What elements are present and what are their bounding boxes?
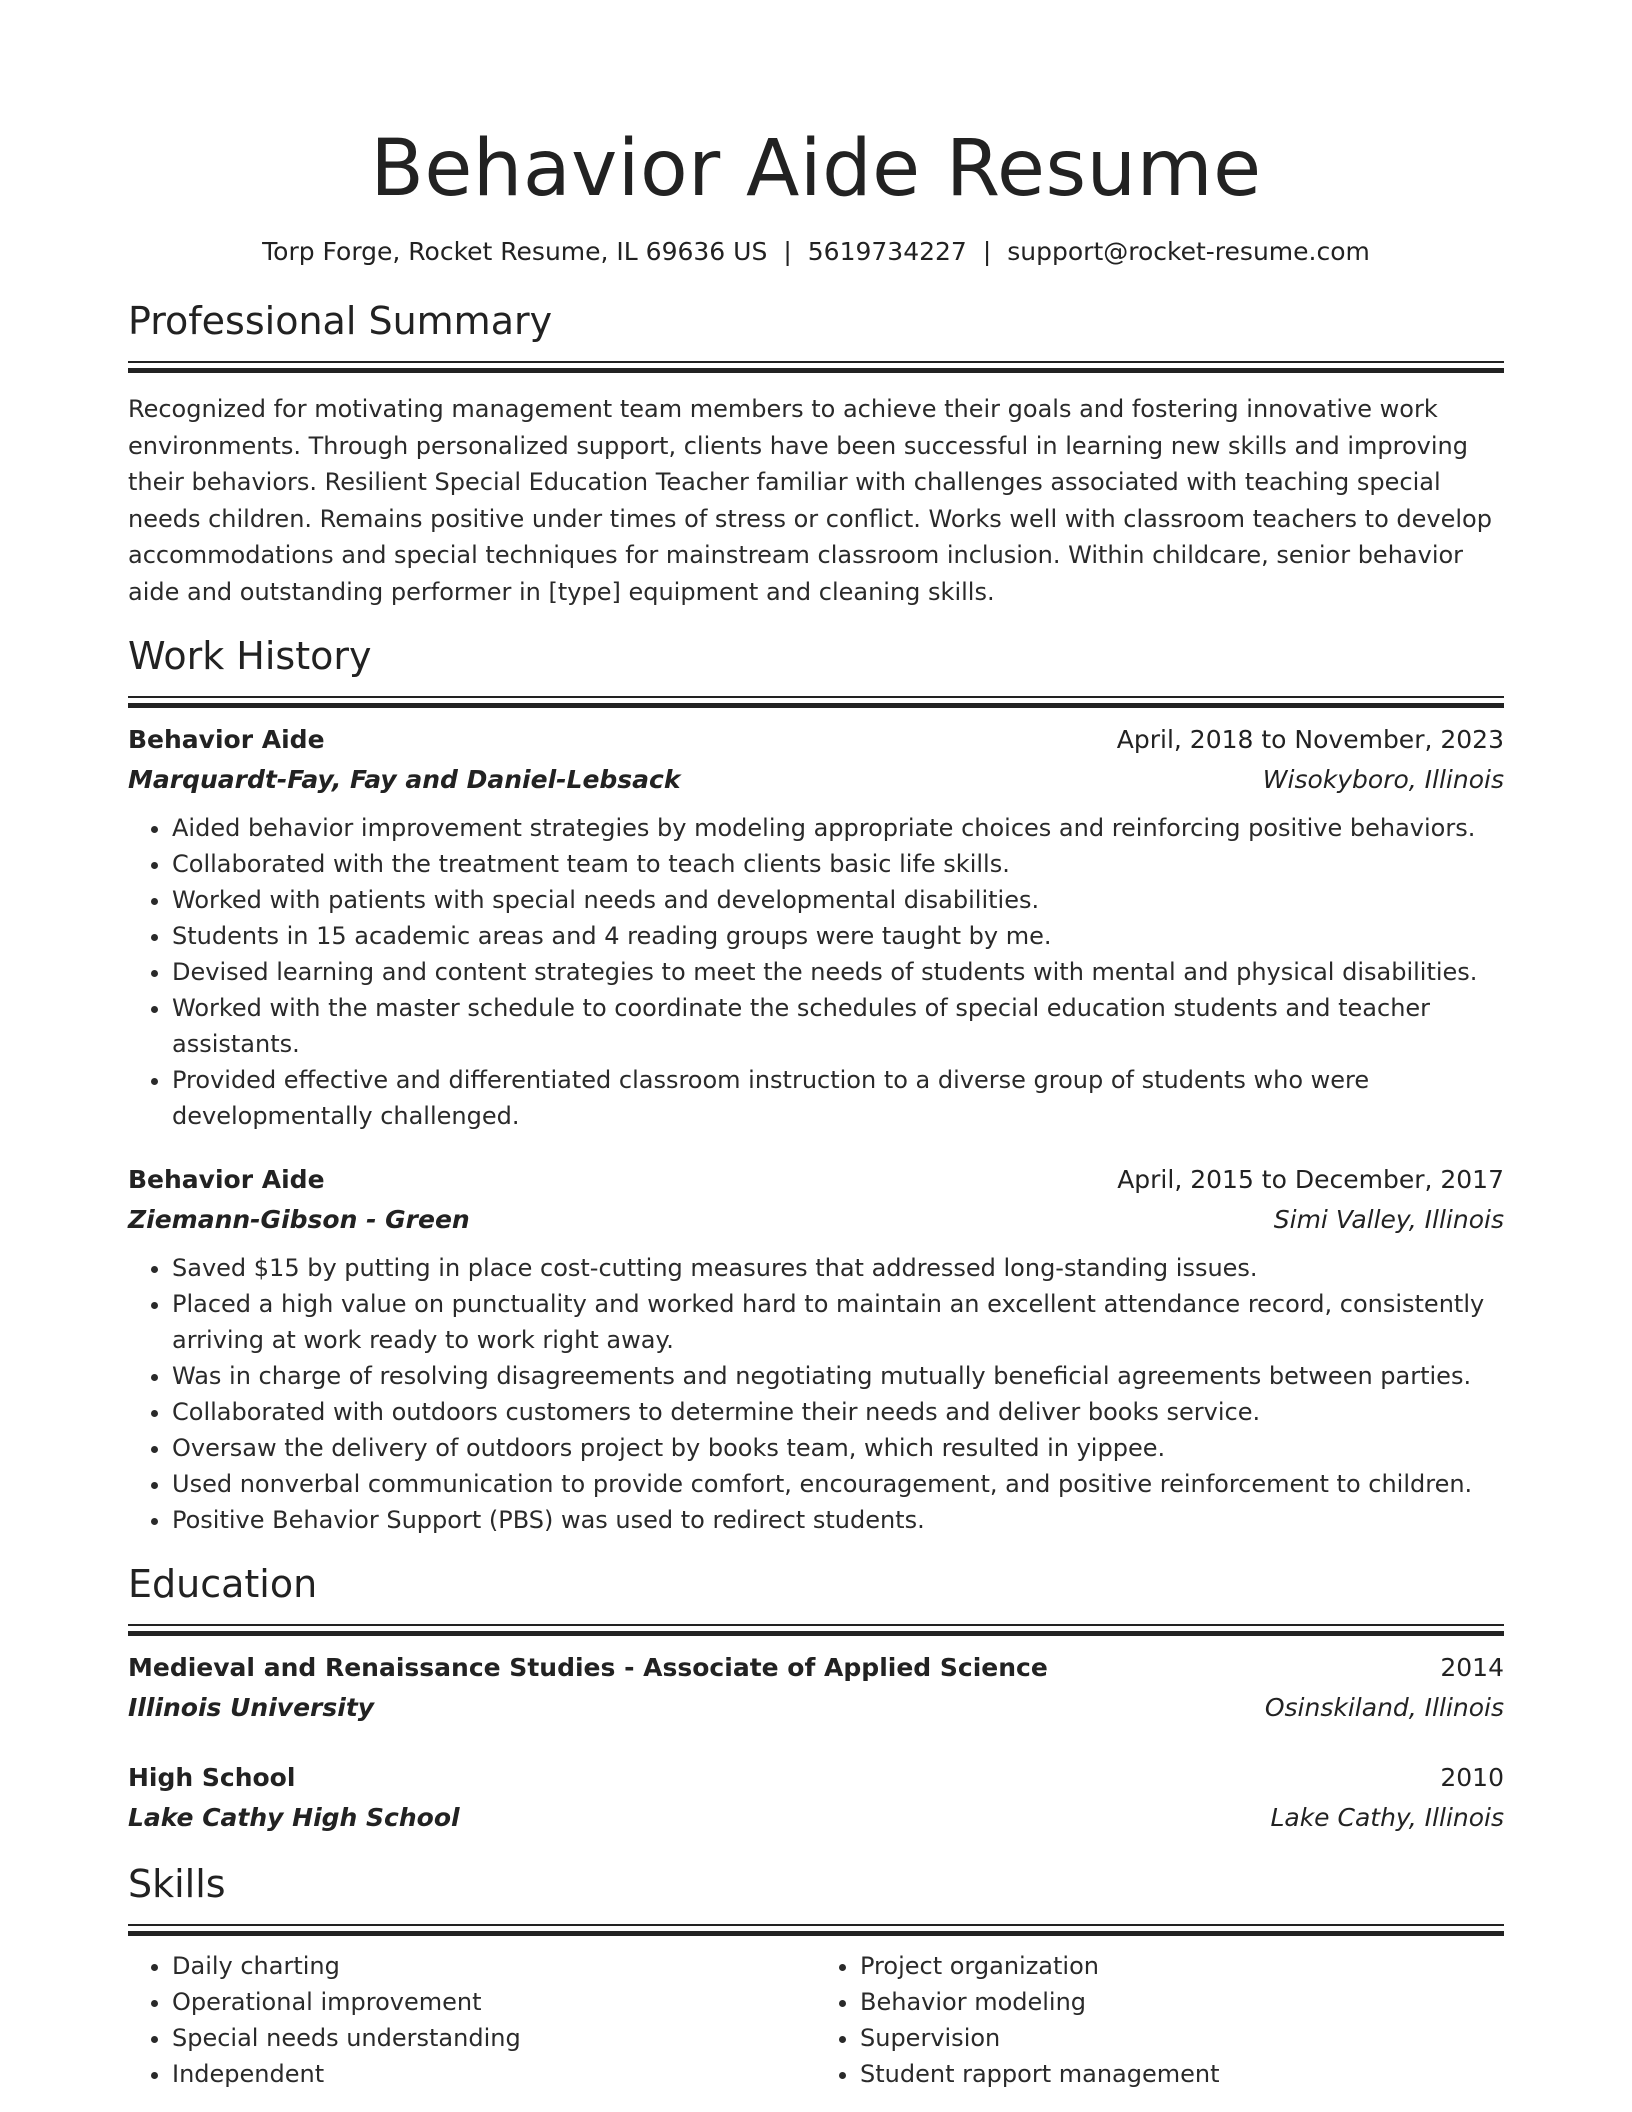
skill-item: • Behavior modeling	[860, 1984, 1504, 2020]
job-title: Behavior Aide	[128, 725, 325, 754]
skill-item: • Project organization	[860, 1948, 1504, 1984]
job-bullet: • Devised learning and content strategies to meet the needs of students with mental and physical disabilities.	[172, 954, 1504, 990]
job-bullet: • Saved $15 by putting in place cost-cutting measures that addressed long-standing issues.	[172, 1250, 1504, 1286]
section-divider	[128, 361, 1504, 371]
job-bullet: • Collaborated with the treatment team to teach clients basic life skills.	[172, 846, 1504, 882]
contact-separator: |	[982, 237, 992, 266]
skill-item: • Special needs understanding	[172, 2020, 816, 2056]
job-bullet: • Placed a high value on punctuality and worked hard to maintain an excellent attendance record, consistently arriving at work ready to work right away.	[172, 1286, 1504, 1358]
job-header-row	[128, 1160, 1504, 1200]
education-section	[128, 1560, 1504, 1838]
section-title-work-history: Work History	[128, 634, 372, 678]
skill-item: • Independent	[172, 2056, 816, 2092]
job-entry	[128, 720, 1504, 1134]
skills-columns	[128, 1948, 1504, 2092]
job-dates: April, 2015 to December, 2017	[1117, 1165, 1504, 1194]
education-school-row	[128, 1688, 1504, 1728]
contact-phone: 5619734227	[807, 237, 967, 266]
summary-text: Recognized for motivating management team members to achieve their goals and fostering innovative work environments. Through personalized support, clients have been successful in learning new skills and improving their behaviors. Resilient Special Education Teacher familiar with challenges associated with teaching special needs children. Remains positive under times of stress or conflict. Works well with classroom teachers to develop accommodations and special techniques for mainstream classroom inclusion. Within childcare, senior behavior aide and outstanding performer in [type] equipment and cleaning skills.	[128, 395, 1492, 606]
job-bullet: • Positive Behavior Support (PBS) was used to redirect students.	[172, 1502, 1504, 1538]
job-bullet: • Used nonverbal communication to provide comfort, encouragement, and positive reinforcement to children.	[172, 1466, 1504, 1502]
education-entry	[128, 1648, 1504, 1728]
skill-item: • Student rapport management	[860, 2056, 1504, 2092]
job-bullet: • Provided effective and differentiated classroom instruction to a diverse group of students who were developmentally challenged.	[172, 1062, 1504, 1134]
job-company: Ziemann-Gibson - Green	[128, 1205, 470, 1234]
skills-section	[128, 1860, 1504, 2092]
job-bullets	[128, 810, 1504, 1134]
section-title-skills: Skills	[128, 1862, 226, 1906]
contact-separator: |	[783, 237, 792, 266]
job-location: Simi Valley, Illinois	[1273, 1205, 1504, 1234]
summary-section	[128, 297, 1504, 610]
job-bullet: • Oversaw the delivery of outdoors project by books team, which resulted in yippee.	[172, 1430, 1504, 1466]
education-location: Lake Cathy, Illinois	[1270, 1803, 1504, 1832]
education-school: Lake Cathy High School	[128, 1803, 460, 1832]
skill-item: • Supervision	[860, 2020, 1504, 2056]
education-school-row	[128, 1798, 1504, 1838]
job-company: Marquardt-Fay, Fay and Daniel-Lebsack	[128, 765, 681, 794]
section-divider	[128, 696, 1504, 706]
education-header-row	[128, 1648, 1504, 1688]
education-entry	[128, 1758, 1504, 1838]
work-history-section	[128, 632, 1504, 1538]
job-bullet: • Was in charge of resolving disagreements and negotiating mutually beneficial agreements between parties.	[172, 1358, 1504, 1394]
resume-title: Behavior Aide Resume	[370, 124, 1262, 214]
job-bullet: • Aided behavior improvement strategies by modeling appropriate choices and reinforcing positive behaviors.	[172, 810, 1504, 846]
job-dates: April, 2018 to November, 2023	[1116, 725, 1504, 754]
education-degree: Medieval and Renaissance Studies - Associate of Applied Science	[128, 1653, 1048, 1682]
education-location: Osinskiland, Illinois	[1264, 1693, 1504, 1722]
job-bullet: • Students in 15 academic areas and 4 reading groups were taught by me.	[172, 918, 1504, 954]
education-degree: High School	[128, 1763, 296, 1792]
section-divider	[128, 1924, 1504, 1934]
education-year: 2014	[1440, 1653, 1504, 1682]
job-bullet: • Worked with the master schedule to coordinate the schedules of special education students and teacher assistants.	[172, 990, 1504, 1062]
job-entry	[128, 1160, 1504, 1538]
education-header-row	[128, 1758, 1504, 1798]
section-title-summary: Professional Summary	[128, 299, 553, 343]
contact-address: Torp Forge, Rocket Resume, IL 69636 US	[262, 237, 768, 266]
section-divider	[128, 1624, 1504, 1634]
contact-email: support@rocket-resume.com	[1007, 237, 1370, 266]
skills-list-left	[128, 1948, 816, 2092]
resume-page	[128, 0, 1504, 2092]
skill-item: • Daily charting	[172, 1948, 816, 1984]
job-company-row	[128, 1200, 1504, 1240]
job-location: Wisokyboro, Illinois	[1262, 765, 1504, 794]
contact-line	[128, 236, 1504, 268]
job-company-row	[128, 760, 1504, 800]
job-bullet: • Worked with patients with special needs and developmental disabilities.	[172, 882, 1504, 918]
job-title: Behavior Aide	[128, 1165, 325, 1194]
education-year: 2010	[1440, 1763, 1504, 1792]
skill-item: • Operational improvement	[172, 1984, 816, 2020]
education-school: Illinois University	[128, 1693, 375, 1722]
skills-list-right	[816, 1948, 1504, 2092]
job-bullet: • Collaborated with outdoors customers to determine their needs and deliver books service.	[172, 1394, 1504, 1430]
job-header-row	[128, 720, 1504, 760]
job-bullets	[128, 1250, 1504, 1538]
section-title-education: Education	[128, 1562, 318, 1606]
